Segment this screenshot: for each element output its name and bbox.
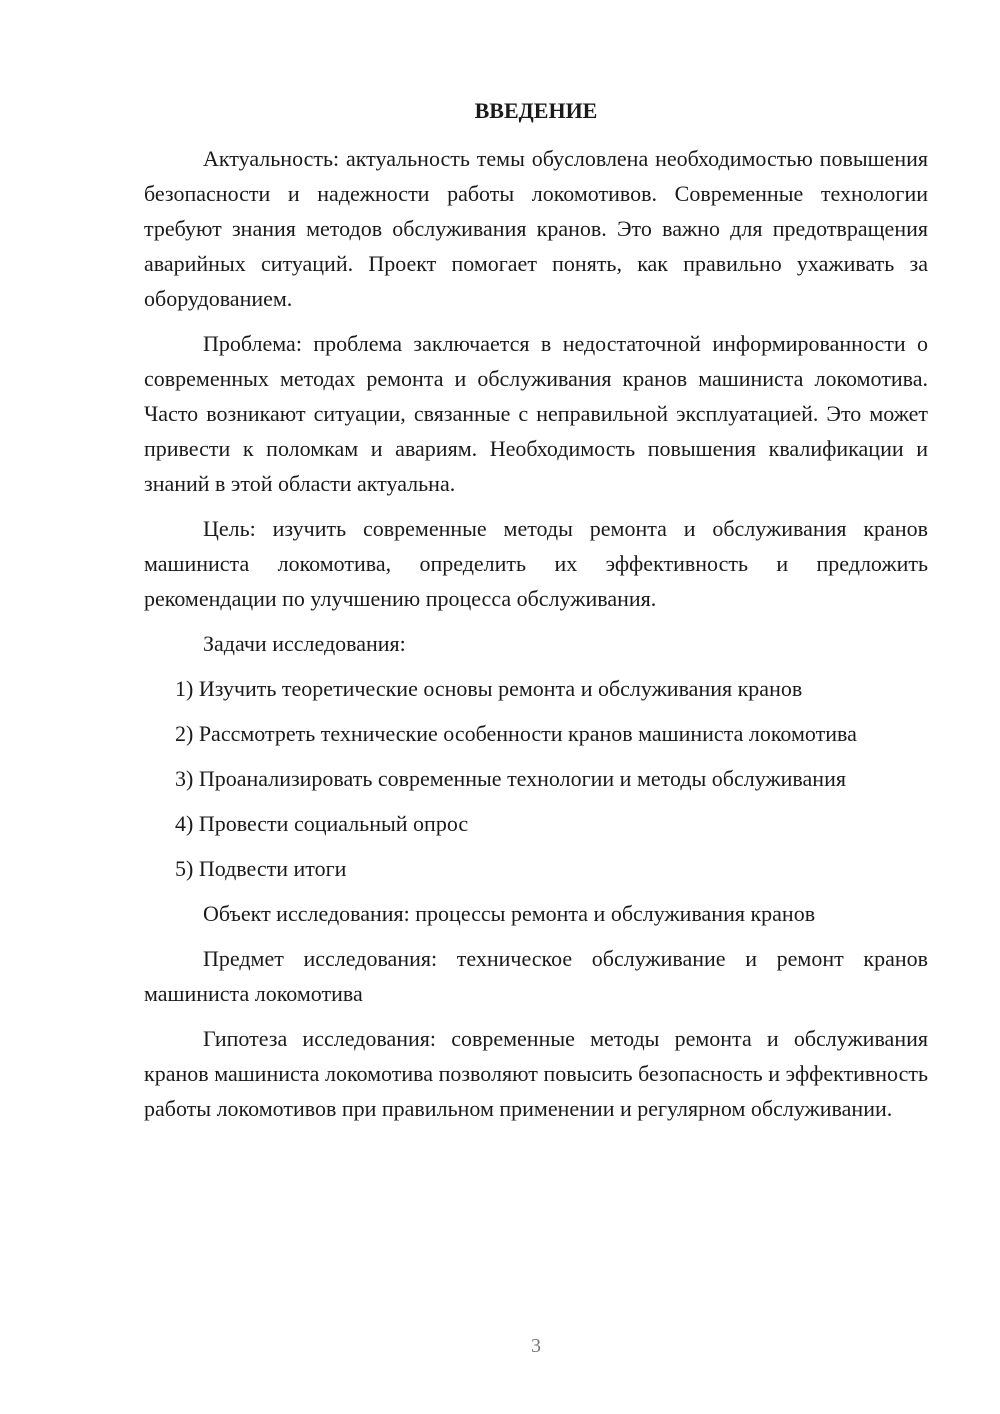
- page-number: 3: [531, 1335, 541, 1357]
- section-title: ВВЕДЕНИЕ: [474, 98, 598, 123]
- goal-paragraph: Цель: изучить современные методы ремонта и обслуживания кранов машиниста локомотива, определить их эффективность и предложить рекомендации по улучшению процесса обслуживания.: [144, 516, 928, 611]
- problem-paragraph: Проблема: проблема заключается в недостаточной информированности о современных методах ремонта и обслуживания кранов машиниста локомотива. Часто возникают ситуации, связанные с неправильной эксплуатацией. Это может привести к поломкам и авариям. Необходимость повышения квалификации и знаний в этой области актуальна.: [144, 331, 928, 496]
- relevance-paragraph: Актуальность: актуальность темы обусловлена необходимостью повышения безопасности и надежности работы локомотивов. Современные технологии требуют знания методов обслуживания кранов. Это важно для предотвращения аварийных ситуаций. Проект помогает понять, как правильно ухаживать за оборудованием.: [144, 146, 928, 311]
- task-item: 3) Проанализировать современные технологии и методы обслуживания: [175, 766, 846, 791]
- subject-paragraph: Предмет исследования: техническое обслуживание и ремонт кранов машиниста локомотива: [144, 946, 928, 1006]
- task-item: 5) Подвести итоги: [175, 856, 347, 881]
- object-paragraph: Объект исследования: процессы ремонта и обслуживания кранов: [203, 901, 816, 926]
- task-item: 4) Провести социальный опрос: [175, 811, 469, 836]
- task-item: 1) Изучить теоретические основы ремонта и обслуживания кранов: [175, 676, 803, 701]
- hypothesis-paragraph: Гипотеза исследования: современные методы ремонта и обслуживания кранов машиниста локомотива позволяют повысить безопасность и эффективность работы локомотивов при правильном применении и регулярном обслуживании.: [144, 1026, 928, 1121]
- document-body: [144, 141, 928, 1136]
- tasks-heading: Задачи исследования:: [203, 631, 406, 656]
- task-item: 2) Рассмотреть технические особенности кранов машиниста локомотива: [175, 721, 857, 746]
